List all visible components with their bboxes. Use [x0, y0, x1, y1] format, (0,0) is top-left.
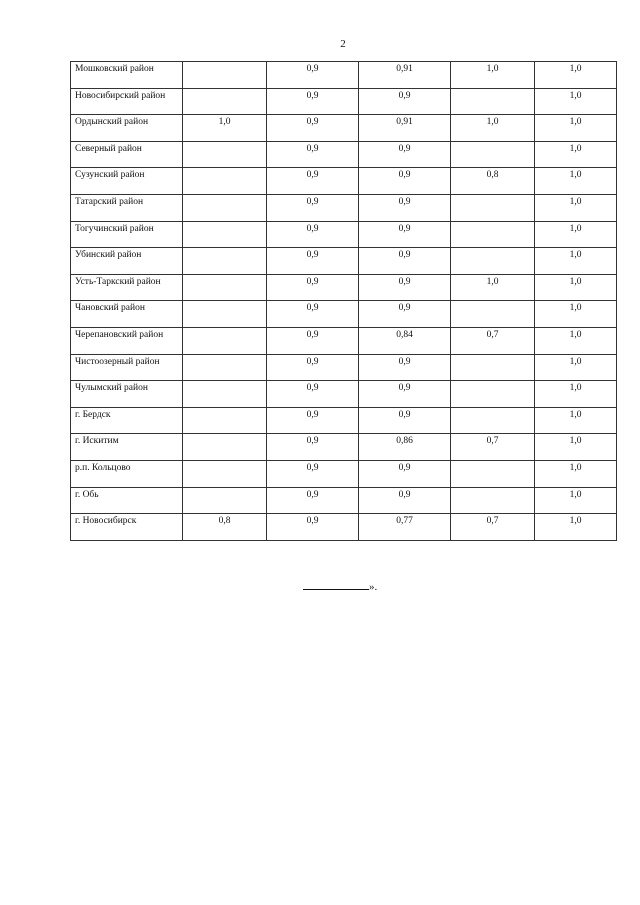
value-cell: 1,0 — [451, 62, 535, 89]
row-name-cell: г. Новосибирск — [71, 514, 183, 541]
value-cell — [183, 194, 267, 221]
row-name-cell: Новосибирский район — [71, 88, 183, 115]
value-cell: 0,7 — [451, 514, 535, 541]
value-cell: 0,9 — [359, 274, 451, 301]
value-cell: 0,9 — [359, 221, 451, 248]
value-cell: 0,9 — [267, 221, 359, 248]
value-cell: 0,9 — [267, 327, 359, 354]
value-cell: 1,0 — [535, 88, 617, 115]
table-row — [71, 460, 617, 487]
value-cell: 1,0 — [183, 115, 267, 142]
closing-line — [303, 579, 377, 593]
value-cell — [183, 274, 267, 301]
value-cell: 0,7 — [451, 434, 535, 461]
value-cell: 0,9 — [359, 168, 451, 195]
value-cell: 1,0 — [535, 381, 617, 408]
value-cell: 1,0 — [535, 460, 617, 487]
value-cell: 0,9 — [267, 62, 359, 89]
value-cell — [183, 88, 267, 115]
value-cell — [183, 62, 267, 89]
value-cell: 1,0 — [451, 274, 535, 301]
value-cell: 1,0 — [535, 487, 617, 514]
table-row — [71, 301, 617, 328]
table-row — [71, 88, 617, 115]
value-cell: 1,0 — [535, 301, 617, 328]
value-cell: 0,9 — [267, 88, 359, 115]
row-name-cell: Усть-Таркский район — [71, 274, 183, 301]
value-cell — [183, 460, 267, 487]
value-cell — [183, 407, 267, 434]
table-row — [71, 62, 617, 89]
value-cell — [451, 248, 535, 275]
table-row — [71, 407, 617, 434]
closing-mark: ». — [369, 581, 378, 593]
value-cell: 0,7 — [451, 327, 535, 354]
row-name-cell: Чановский район — [71, 301, 183, 328]
table-row — [71, 141, 617, 168]
value-cell — [451, 221, 535, 248]
value-cell: 0,9 — [359, 301, 451, 328]
value-cell: 0,9 — [359, 460, 451, 487]
value-cell: 1,0 — [535, 354, 617, 381]
value-cell — [183, 487, 267, 514]
table-row — [71, 274, 617, 301]
value-cell — [451, 141, 535, 168]
value-cell — [451, 194, 535, 221]
table-row — [71, 327, 617, 354]
value-cell: 0,9 — [267, 274, 359, 301]
value-cell: 0,8 — [451, 168, 535, 195]
value-cell: 1,0 — [535, 115, 617, 142]
table-body — [71, 62, 617, 541]
row-name-cell: г. Искитим — [71, 434, 183, 461]
value-cell: 0,9 — [267, 460, 359, 487]
value-cell — [183, 381, 267, 408]
value-cell: 0,9 — [359, 194, 451, 221]
value-cell: 0,9 — [267, 487, 359, 514]
value-cell: 0,9 — [267, 301, 359, 328]
value-cell: 0,9 — [359, 248, 451, 275]
value-cell: 1,0 — [535, 62, 617, 89]
value-cell: 0,9 — [267, 115, 359, 142]
value-cell: 0,9 — [267, 407, 359, 434]
value-cell: 1,0 — [535, 434, 617, 461]
row-name-cell: Мошковский район — [71, 62, 183, 89]
value-cell: 0,9 — [359, 407, 451, 434]
value-cell: 0,77 — [359, 514, 451, 541]
table-row — [71, 115, 617, 142]
value-cell: 0,9 — [359, 487, 451, 514]
value-cell: 0,9 — [267, 248, 359, 275]
value-cell: 0,9 — [267, 141, 359, 168]
value-cell — [183, 248, 267, 275]
value-cell: 0,91 — [359, 115, 451, 142]
row-name-cell: г. Бердск — [71, 407, 183, 434]
value-cell: 1,0 — [535, 194, 617, 221]
value-cell: 0,9 — [267, 434, 359, 461]
row-name-cell: г. Обь — [71, 487, 183, 514]
row-name-cell: Сузунский район — [71, 168, 183, 195]
table-row — [71, 354, 617, 381]
value-cell: 0,8 — [183, 514, 267, 541]
value-cell — [183, 327, 267, 354]
value-cell: 0,9 — [267, 514, 359, 541]
value-cell: 0,9 — [359, 88, 451, 115]
value-cell: 1,0 — [535, 141, 617, 168]
table-row — [71, 194, 617, 221]
value-cell: 0,9 — [359, 381, 451, 408]
table-row — [71, 168, 617, 195]
value-cell: 0,91 — [359, 62, 451, 89]
row-name-cell: Убинский район — [71, 248, 183, 275]
value-cell — [451, 460, 535, 487]
value-cell — [183, 301, 267, 328]
table-row — [71, 248, 617, 275]
signature-underline — [303, 579, 369, 590]
row-name-cell: Чулымский район — [71, 381, 183, 408]
row-name-cell: Северный район — [71, 141, 183, 168]
value-cell: 1,0 — [535, 514, 617, 541]
table-row — [71, 381, 617, 408]
table-row — [71, 487, 617, 514]
value-cell — [183, 141, 267, 168]
value-cell: 0,86 — [359, 434, 451, 461]
value-cell — [451, 487, 535, 514]
value-cell: 0,9 — [359, 354, 451, 381]
value-cell — [183, 168, 267, 195]
value-cell — [183, 354, 267, 381]
value-cell: 0,9 — [267, 168, 359, 195]
value-cell: 1,0 — [535, 248, 617, 275]
row-name-cell: Тогучинский район — [71, 221, 183, 248]
row-name-cell: р.п. Кольцово — [71, 460, 183, 487]
value-cell — [451, 354, 535, 381]
row-name-cell: Ордынский район — [71, 115, 183, 142]
table-row — [71, 514, 617, 541]
value-cell — [451, 407, 535, 434]
value-cell: 0,84 — [359, 327, 451, 354]
value-cell: 1,0 — [535, 407, 617, 434]
value-cell: 1,0 — [535, 327, 617, 354]
page-number: 2 — [340, 38, 346, 50]
value-cell — [183, 221, 267, 248]
value-cell: 0,9 — [359, 141, 451, 168]
value-cell: 0,9 — [267, 381, 359, 408]
value-cell: 1,0 — [535, 168, 617, 195]
row-name-cell: Черепановский район — [71, 327, 183, 354]
value-cell — [183, 434, 267, 461]
value-cell: 1,0 — [451, 115, 535, 142]
value-cell: 1,0 — [535, 221, 617, 248]
value-cell — [451, 301, 535, 328]
value-cell: 1,0 — [535, 274, 617, 301]
value-cell — [451, 88, 535, 115]
value-cell: 0,9 — [267, 354, 359, 381]
value-cell: 0,9 — [267, 194, 359, 221]
row-name-cell: Чистоозерный район — [71, 354, 183, 381]
table-row — [71, 434, 617, 461]
value-cell — [451, 381, 535, 408]
coefficients-table — [70, 61, 617, 541]
table-row — [71, 221, 617, 248]
row-name-cell: Татарский район — [71, 194, 183, 221]
